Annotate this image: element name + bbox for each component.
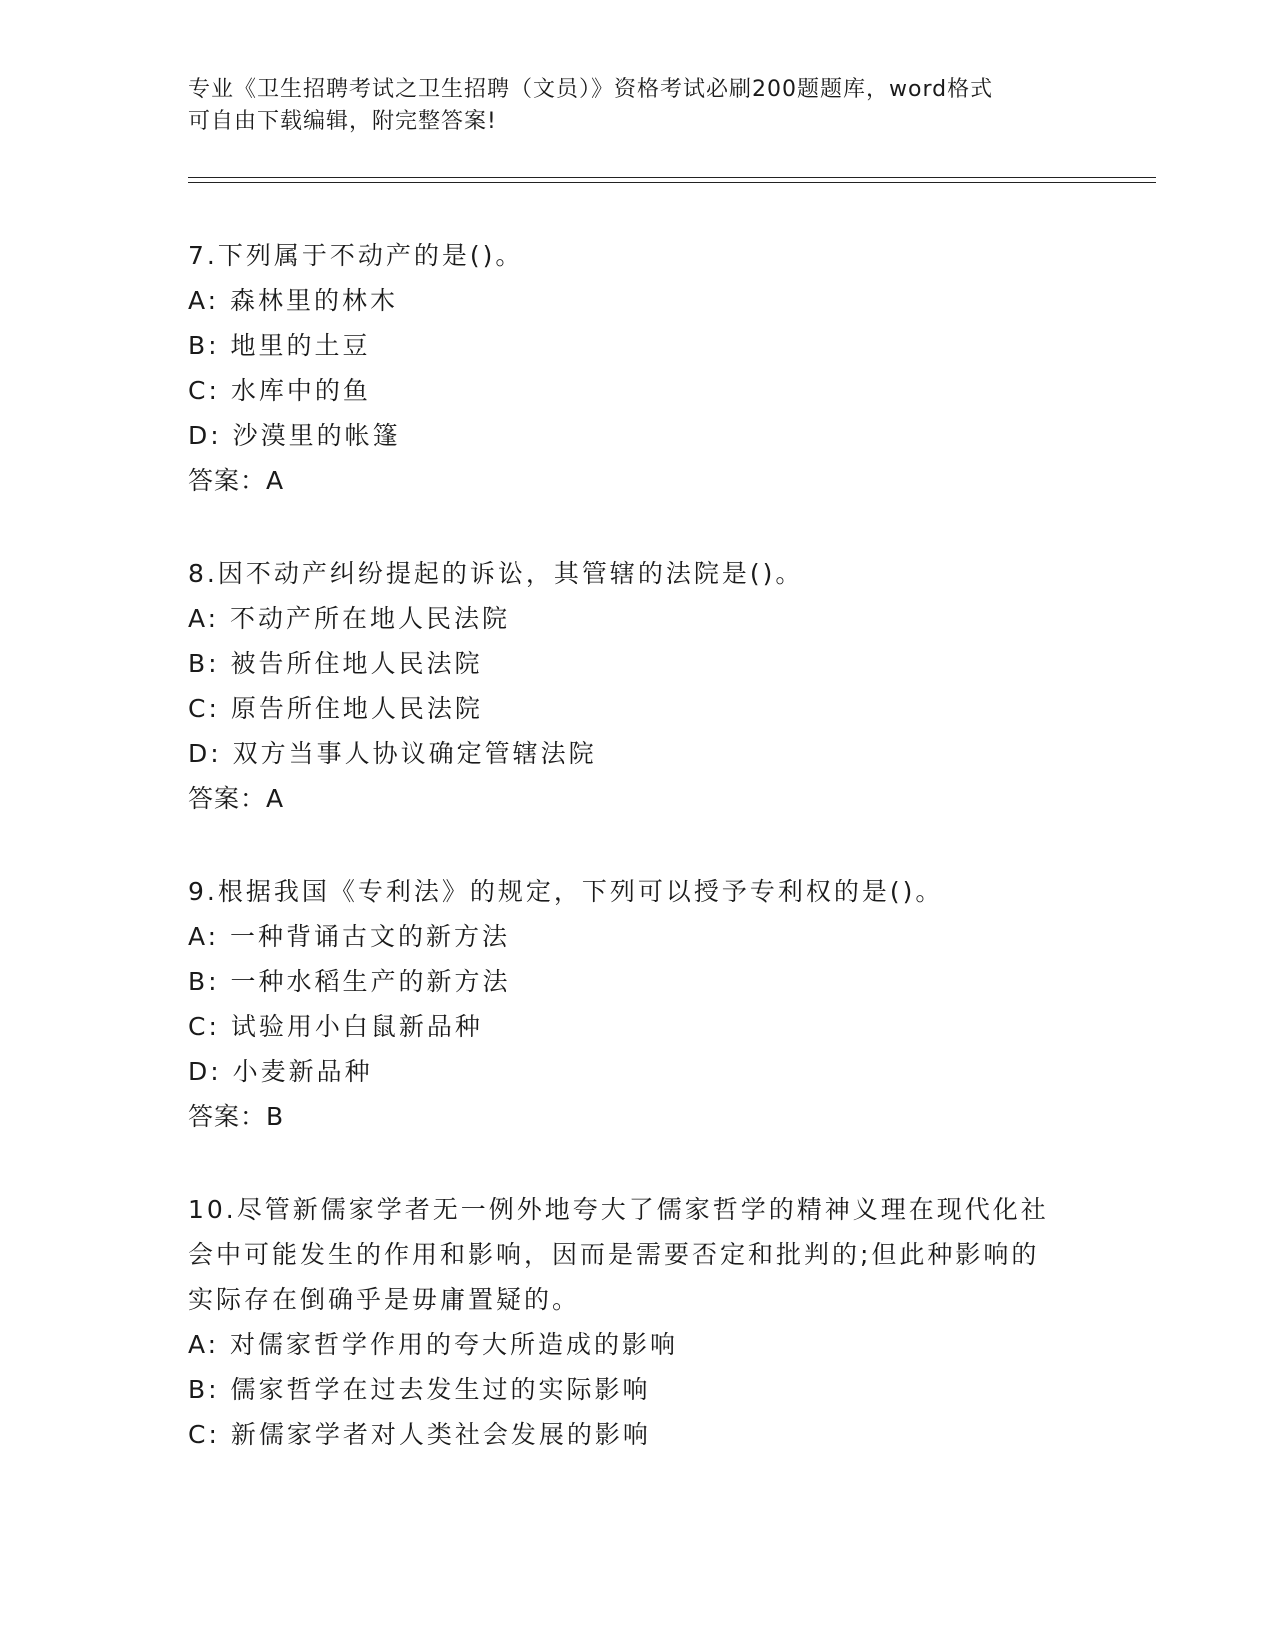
header-line-1: 专业《卫生招聘考试之卫生招聘（文员）》资格考试必刷200题题库，word格式	[188, 77, 994, 102]
question-stem-line-1: 10.尽管新儒家学者无一例外地夸大了儒家哲学的精神义理在现代化社	[188, 1195, 1049, 1224]
answer-label: 答案：A	[188, 784, 285, 813]
question-10	[188, 1187, 1088, 1457]
question-stem-line-3: 实际存在倒确乎是毋庸置疑的。	[188, 1285, 581, 1314]
question-stem-line-2: 会中可能发生的作用和影响，因而是需要否定和批判的;但此种影响的	[188, 1240, 1040, 1269]
header-divider-bottom	[188, 182, 1156, 183]
option-d: D: 小麦新品种	[188, 1057, 373, 1086]
answer-label: 答案：A	[188, 466, 285, 495]
header-divider-top	[188, 177, 1156, 178]
option-d: D: 沙漠里的帐篷	[188, 421, 401, 450]
document-header	[188, 74, 1068, 138]
option-b: B: 儒家哲学在过去发生过的实际影响	[188, 1375, 651, 1404]
option-c: C: 新儒家学者对人类社会发展的影响	[188, 1420, 651, 1449]
option-c: C: 试验用小白鼠新品种	[188, 1012, 483, 1041]
question-stem: 9.根据我国《专利法》的规定，下列可以授予专利权的是()。	[188, 877, 944, 906]
option-d: D: 双方当事人协议确定管辖法院	[188, 739, 597, 768]
question-stem: 7.下列属于不动产的是()。	[188, 241, 524, 270]
option-c: C: 原告所住地人民法院	[188, 694, 483, 723]
option-a: A: 一种背诵古文的新方法	[188, 922, 511, 951]
header-line-2: 可自由下载编辑，附完整答案!	[188, 109, 497, 134]
question-7	[188, 233, 1088, 503]
option-a: A: 不动产所在地人民法院	[188, 604, 511, 633]
question-8	[188, 551, 1088, 821]
question-9	[188, 869, 1088, 1139]
option-b: B: 被告所住地人民法院	[188, 649, 483, 678]
option-a: A: 森林里的林木	[188, 286, 399, 315]
answer-label: 答案：B	[188, 1102, 285, 1131]
option-c: C: 水库中的鱼	[188, 376, 371, 405]
question-list	[188, 233, 1088, 1505]
question-stem: 8.因不动产纠纷提起的诉讼，其管辖的法院是()。	[188, 559, 804, 588]
option-b: B: 地里的土豆	[188, 331, 371, 360]
option-b: B: 一种水稻生产的新方法	[188, 967, 511, 996]
option-a: A: 对儒家哲学作用的夸大所造成的影响	[188, 1330, 679, 1359]
